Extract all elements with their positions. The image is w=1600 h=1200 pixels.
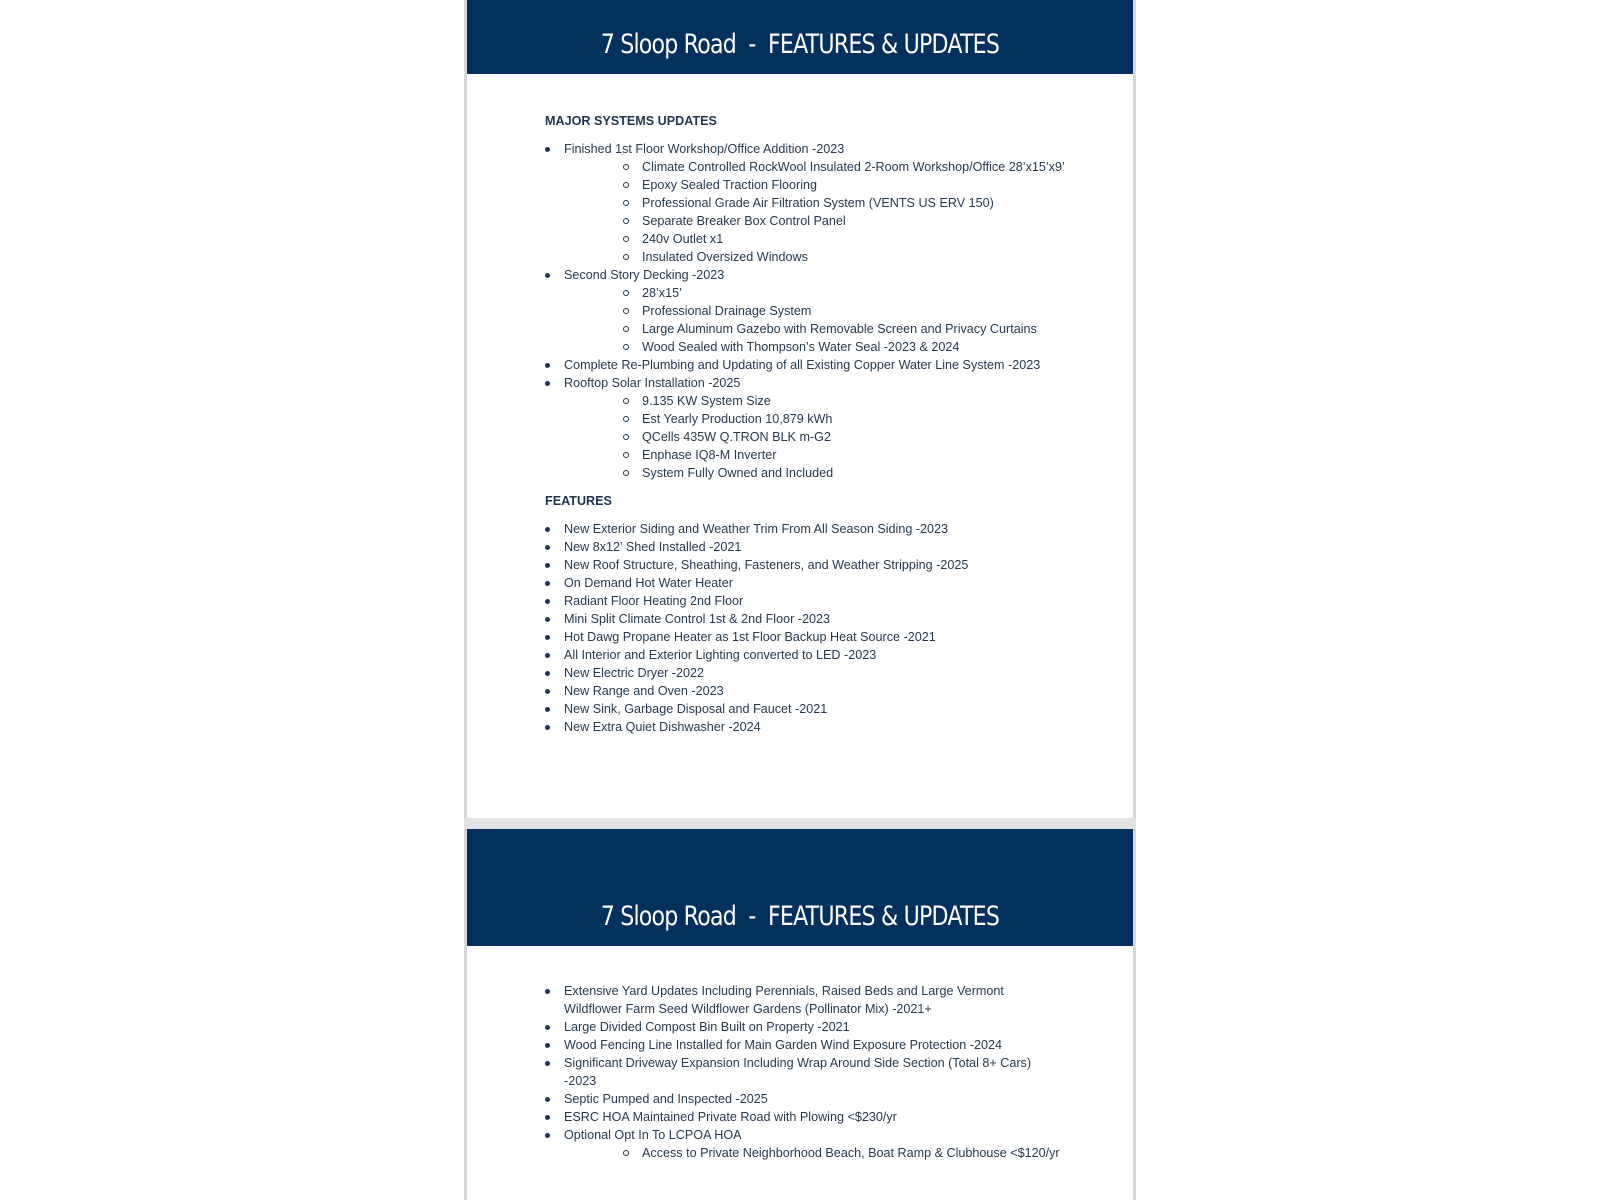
sub-list-item: [564, 410, 1113, 428]
sub-list-item: [564, 176, 1113, 194]
bullet-dot-icon: [545, 563, 550, 568]
list-item-text: Large Divided Compost Bin Built on Property -2021: [564, 1020, 850, 1034]
list-item-text: Optional Opt In To LCPOA HOA: [564, 1128, 742, 1142]
list-item-text: New Range and Oven -2023: [564, 684, 724, 698]
list-item: [545, 664, 1113, 682]
sub-list-item-text: Insulated Oversized Windows: [642, 250, 808, 264]
page-content: [545, 982, 1113, 1162]
list-item: [545, 520, 1113, 538]
list-item: [545, 1018, 1113, 1036]
list-item-text: Septic Pumped and Inspected -2025: [564, 1092, 768, 1106]
sub-list-item: [564, 194, 1113, 212]
list-item: [545, 1036, 1113, 1054]
list-item-text: Significant Driveway Expansion Including Wrap Around Side Section (Total 8+ Cars) -2023: [564, 1056, 1032, 1088]
list-item: [545, 628, 1113, 646]
list-item-text: New Sink, Garbage Disposal and Faucet -2021: [564, 702, 828, 716]
sub-list-item-text: Wood Sealed with Thompson’s Water Seal -2023 & 2024: [642, 340, 960, 354]
bullet-dot-icon: [545, 599, 550, 604]
sub-list-item: [564, 302, 1113, 320]
list-item-text: Rooftop Solar Installation -2025: [564, 376, 741, 390]
list-item: [545, 556, 1113, 574]
list-item-text: New Roof Structure, Sheathing, Fasteners, and Weather Stripping -2025: [564, 558, 969, 572]
page-separator: [464, 818, 1136, 829]
banner-title: 7 Sloop Road - FEATURES & UPDATES: [600, 29, 1000, 60]
list-item-text: ESRC HOA Maintained Private Road with Plowing <$230/yr: [564, 1110, 897, 1124]
list-item: [545, 718, 1113, 736]
hollow-bullet-icon: [623, 218, 629, 224]
list-item: [545, 374, 1113, 482]
bullet-dot-icon: [545, 989, 550, 994]
list-item-text: Hot Dawg Propane Heater as 1st Floor Backup Heat Source -2021: [564, 630, 936, 644]
bullet-dot-icon: [545, 617, 550, 622]
sub-list-item: [564, 1144, 1113, 1162]
list-item: [545, 574, 1113, 592]
bullet-dot-icon: [545, 1097, 550, 1102]
sub-list-item: [564, 284, 1113, 302]
list-item-text: Extensive Yard Updates Including Perennials, Raised Beds and Large Vermont Wildflower Farm Seed Wildflower Gardens (Pollinator Mix) -2021+: [564, 984, 1004, 1016]
sub-list-item: [564, 248, 1113, 266]
sub-list-item-text: Professional Grade Air Filtration System (VENTS US ERV 150): [642, 196, 994, 210]
bullet-dot-icon: [545, 527, 550, 532]
bullet-dot-icon: [545, 147, 550, 152]
hollow-bullet-icon: [623, 416, 629, 422]
sub-list: [564, 158, 1113, 266]
sub-list-item: [564, 446, 1113, 464]
bullet-dot-icon: [545, 1133, 550, 1138]
sub-list-item: [564, 428, 1113, 446]
sub-list-item-text: Access to Private Neighborhood Beach, Boat Ramp & Clubhouse <$120/yr: [642, 1146, 1060, 1160]
bullet-list: [545, 520, 1113, 736]
bullet-list: [545, 140, 1113, 482]
hollow-bullet-icon: [623, 182, 629, 188]
sub-list-item: [564, 230, 1113, 248]
hollow-bullet-icon: [623, 200, 629, 206]
list-item-text: Radiant Floor Heating 2nd Floor: [564, 594, 744, 608]
list-item-text: New Exterior Siding and Weather Trim From All Season Siding -2023: [564, 522, 949, 536]
bullet-dot-icon: [545, 581, 550, 586]
hollow-bullet-icon: [623, 236, 629, 242]
bullet-dot-icon: [545, 1061, 550, 1066]
sub-list-item-text: Separate Breaker Box Control Panel: [642, 214, 846, 228]
list-item: [545, 1054, 1113, 1090]
hollow-bullet-icon: [623, 254, 629, 260]
list-item: [545, 610, 1113, 628]
list-item: [545, 592, 1113, 610]
page-banner: [467, 0, 1133, 74]
list-item: [545, 1090, 1113, 1108]
list-item: [545, 682, 1113, 700]
hollow-bullet-icon: [623, 344, 629, 350]
list-item-text: On Demand Hot Water Heater: [564, 576, 733, 590]
bullet-dot-icon: [545, 363, 550, 368]
hollow-bullet-icon: [623, 164, 629, 170]
hollow-bullet-icon: [623, 434, 629, 440]
bullet-dot-icon: [545, 653, 550, 658]
sub-list-item: [564, 392, 1113, 410]
sub-list: [564, 284, 1113, 356]
document-page-1: [467, 0, 1133, 818]
sub-list-item-text: Climate Controlled RockWool Insulated 2-Room Workshop/Office 28’x15’x9’: [642, 160, 1065, 174]
sub-list-item-text: 240v Outlet x1: [642, 232, 724, 246]
page-banner: [467, 829, 1133, 946]
sub-list-item: [564, 338, 1113, 356]
list-item-text: Mini Split Climate Control 1st & 2nd Floor -2023: [564, 612, 830, 626]
hollow-bullet-icon: [623, 398, 629, 404]
list-item: [545, 646, 1113, 664]
hollow-bullet-icon: [623, 290, 629, 296]
list-item: [545, 140, 1113, 266]
list-item: [545, 1108, 1113, 1126]
bullet-dot-icon: [545, 1115, 550, 1120]
bullet-dot-icon: [545, 273, 550, 278]
hollow-bullet-icon: [623, 326, 629, 332]
bullet-dot-icon: [545, 1025, 550, 1030]
sub-list-item: [564, 464, 1113, 482]
list-item: [545, 538, 1113, 556]
list-item-text: Wood Fencing Line Installed for Main Garden Wind Exposure Protection -2024: [564, 1038, 1002, 1052]
list-item-text: Complete Re-Plumbing and Updating of all Existing Copper Water Line System -2023: [564, 358, 1041, 372]
hollow-bullet-icon: [623, 470, 629, 476]
sub-list-item-text: Enphase IQ8-M Inverter: [642, 448, 777, 462]
bullet-dot-icon: [545, 707, 550, 712]
document-page-2: [467, 829, 1133, 1200]
bullet-dot-icon: [545, 689, 550, 694]
bullet-list: [545, 982, 1113, 1162]
list-item-text: Finished 1st Floor Workshop/Office Addition -2023: [564, 142, 845, 156]
sub-list: [564, 1144, 1113, 1162]
sub-list-item-text: QCells 435W Q.TRON BLK m-G2: [642, 430, 831, 444]
sub-list-item-text: Professional Drainage System: [642, 304, 812, 318]
sub-list-item-text: System Fully Owned and Included: [642, 466, 834, 480]
sub-list-item-text: 9.135 KW System Size: [642, 394, 771, 408]
bullet-dot-icon: [545, 381, 550, 386]
list-item: [545, 356, 1113, 374]
sub-list-item: [564, 320, 1113, 338]
sub-list-item-text: 28’x15’: [642, 286, 682, 300]
list-item: [545, 982, 1113, 1018]
bullet-dot-icon: [545, 671, 550, 676]
bullet-dot-icon: [545, 1043, 550, 1048]
sub-list-item-text: Est Yearly Production 10,879 kWh: [642, 412, 833, 426]
list-item: [545, 1126, 1113, 1162]
list-item: [545, 266, 1113, 356]
sub-list: [564, 392, 1113, 482]
list-item-text: Second Story Decking -2023: [564, 268, 725, 282]
sub-list-item: [564, 212, 1113, 230]
sub-list-item: [564, 158, 1113, 176]
list-item-text: New Extra Quiet Dishwasher -2024: [564, 720, 761, 734]
hollow-bullet-icon: [623, 308, 629, 314]
list-item: [545, 700, 1113, 718]
hollow-bullet-icon: [623, 452, 629, 458]
section-heading: MAJOR SYSTEMS UPDATES: [545, 114, 717, 128]
list-item-text: All Interior and Exterior Lighting converted to LED -2023: [564, 648, 877, 662]
list-item-text: New 8x12’ Shed Installed -2021: [564, 540, 742, 554]
page-content: [545, 112, 1113, 736]
section-heading: FEATURES: [545, 494, 612, 508]
hollow-bullet-icon: [623, 1150, 629, 1156]
banner-title: 7 Sloop Road - FEATURES & UPDATES: [600, 901, 1000, 932]
bullet-dot-icon: [545, 725, 550, 730]
list-item-text: New Electric Dryer -2022: [564, 666, 704, 680]
bullet-dot-icon: [545, 635, 550, 640]
sub-list-item-text: Large Aluminum Gazebo with Removable Screen and Privacy Curtains: [642, 322, 1037, 336]
sub-list-item-text: Epoxy Sealed Traction Flooring: [642, 178, 818, 192]
bullet-dot-icon: [545, 545, 550, 550]
